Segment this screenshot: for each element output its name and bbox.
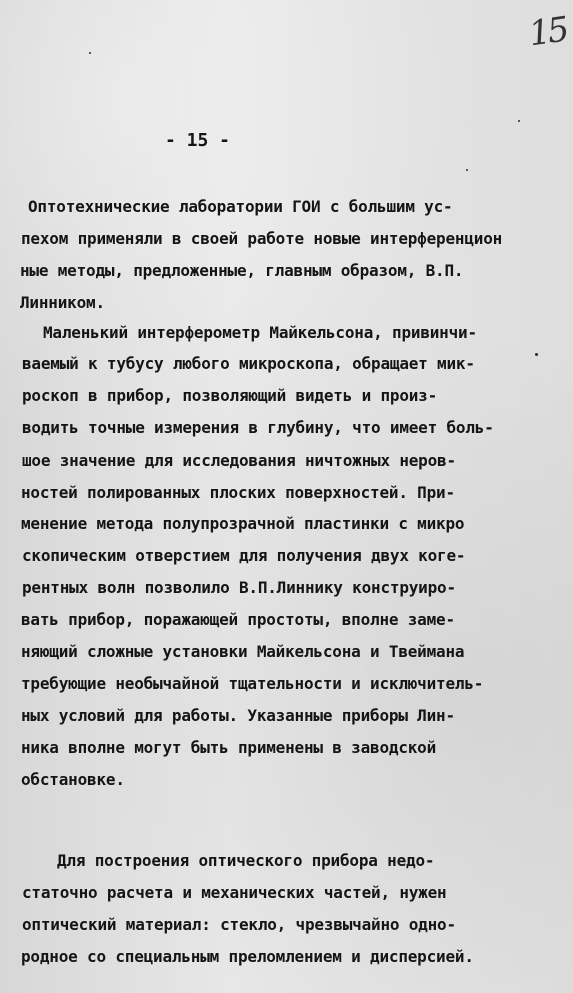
handwritten-page-number: 15 bbox=[526, 9, 569, 55]
paragraph-2-line-9: рентных волн позволило В.П.Линнику конструиро- bbox=[22, 578, 456, 597]
paragraph-1-line-1: Оптотехнические лаборатории ГОИ с большим ус- bbox=[28, 197, 453, 216]
ink-speck-2 bbox=[518, 120, 520, 122]
paragraph-2-line-10: вать прибор, поражающей простоты, вполне заме- bbox=[21, 610, 455, 629]
paragraph-3-line-4: родное со специальным преломлением и дисперсией. bbox=[21, 947, 474, 966]
paragraph-2-line-6: ностей полированных плоских поверхностей. При- bbox=[21, 483, 455, 502]
paragraph-3-line-1: Для построения оптического прибора недо- bbox=[57, 851, 435, 870]
paragraph-2-line-11: няющий сложные установки Майкельсона и Твеймана bbox=[21, 642, 465, 661]
paragraph-2-line-14: ника вполне могут быть применены в заводской bbox=[21, 738, 437, 757]
paragraph-2-line-7: менение метода полупрозрачной пластинки с микро bbox=[21, 514, 465, 533]
paragraph-2-line-1: Маленький интерферометр Майкельсона, привинчи- bbox=[43, 323, 477, 342]
paragraph-2-line-15: обстановке. bbox=[21, 770, 125, 789]
paragraph-3-line-3: оптический материал: стекло, чрезвычайно одно- bbox=[22, 915, 456, 934]
paragraph-2-line-3: роскоп в прибор, позволяющий видеть и произ- bbox=[22, 386, 438, 405]
ink-speck-3 bbox=[535, 353, 538, 356]
paragraph-2-line-5: шое значение для исследования ничтожных неров- bbox=[22, 451, 456, 470]
paragraph-1-line-2: пехом применяли в своей работе новые интерференцион bbox=[21, 229, 503, 248]
paragraph-2-line-13: ных условий для работы. Указанные приборы Лин- bbox=[21, 706, 455, 725]
paragraph-1-line-3: ные методы, предложенные, главным образом, В.П. bbox=[20, 261, 464, 280]
paragraph-2-line-2: ваемый к тубусу любого микроскопа, обращает мик- bbox=[22, 354, 475, 373]
ink-speck-4 bbox=[466, 169, 468, 171]
paragraph-2-line-8: скопическим отверстием для получения двух коге- bbox=[22, 546, 466, 565]
typed-page-number: - 15 - bbox=[165, 130, 231, 151]
paragraph-3-line-2: статочно расчета и механических частей, нужен bbox=[22, 883, 447, 902]
paragraph-2-line-4: водить точные измерения в глубину, что имеет боль- bbox=[22, 418, 494, 437]
ink-speck-1 bbox=[89, 52, 91, 54]
paragraph-2-line-12: требующие необычайной тщательности и исключитель- bbox=[21, 674, 484, 693]
paragraph-1-line-4: Линником. bbox=[20, 293, 105, 312]
